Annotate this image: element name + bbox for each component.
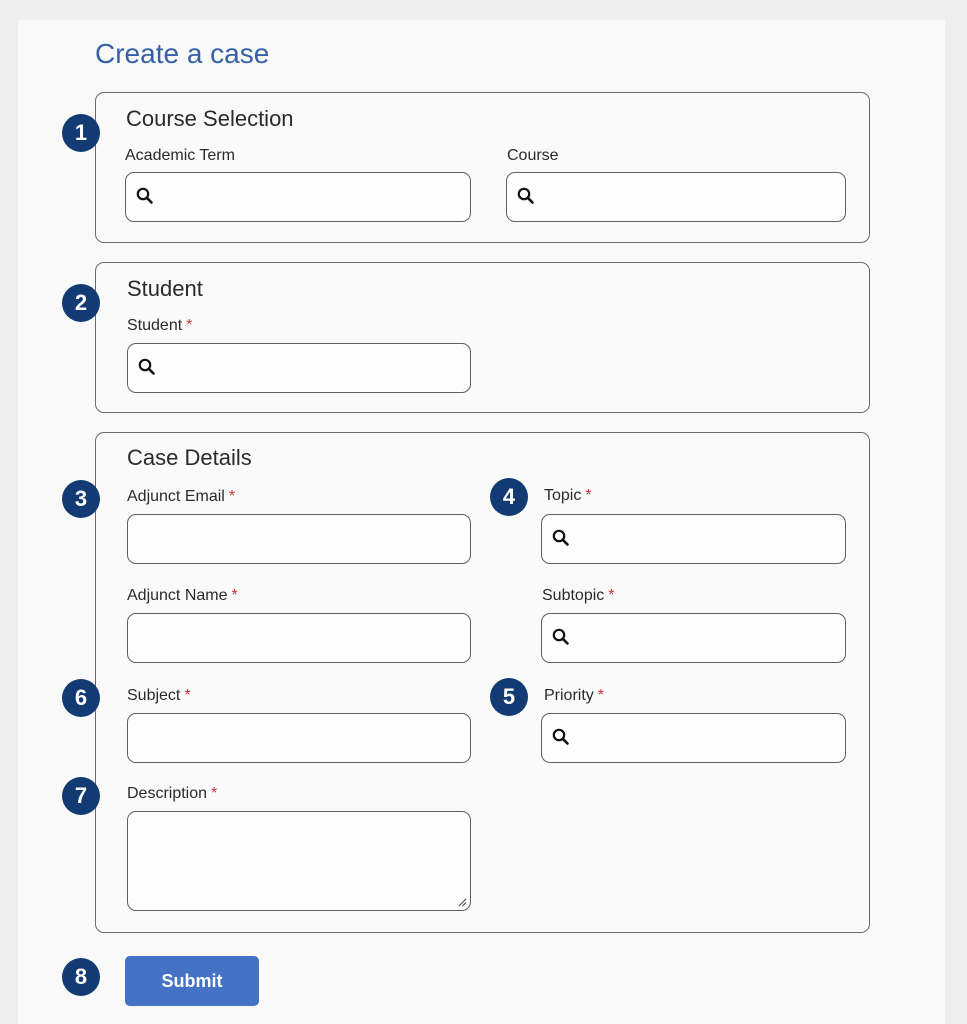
resize-handle-icon[interactable]: [457, 897, 467, 907]
adjunct-email-label: [127, 488, 235, 506]
search-icon: [551, 528, 571, 548]
student-section: [95, 262, 870, 413]
required-marker: *: [184, 687, 191, 704]
student-label: [127, 317, 192, 335]
step-badge-6: 6: [62, 679, 100, 717]
adjunct-email-label-text: Adjunct Email: [127, 488, 225, 505]
required-marker: *: [608, 587, 615, 604]
subtopic-input[interactable]: [541, 613, 846, 663]
adjunct-name-label-text: Adjunct Name: [127, 587, 228, 604]
course-label: Course: [507, 147, 559, 164]
section-title-course-selection: Course Selection: [126, 106, 294, 131]
step-badge-7: 7: [62, 777, 100, 815]
step-badge-3: 3: [62, 480, 100, 518]
required-marker: *: [585, 487, 592, 504]
step-badge-1: 1: [62, 114, 100, 152]
priority-input[interactable]: [541, 713, 846, 763]
topic-input[interactable]: [541, 514, 846, 564]
search-icon: [551, 627, 571, 647]
search-icon: [516, 186, 536, 206]
academic-term-label: Academic Term: [125, 147, 235, 164]
description-label: [127, 785, 217, 803]
subject-label: [127, 687, 191, 705]
adjunct-email-input[interactable]: [127, 514, 471, 564]
required-marker: *: [228, 488, 236, 505]
priority-label-text: Priority: [544, 687, 594, 704]
search-icon: [137, 357, 157, 377]
description-label-text: Description: [127, 785, 208, 802]
step-badge-8: 8: [62, 958, 100, 996]
subtopic-label: [542, 587, 615, 605]
subject-label-text: Subject: [127, 687, 181, 704]
search-icon: [551, 727, 571, 747]
step-badge-5: 5: [490, 678, 528, 716]
adjunct-name-input[interactable]: [127, 613, 471, 663]
page-title: Create a case: [95, 38, 270, 69]
description-textarea[interactable]: [127, 811, 471, 911]
course-input[interactable]: [506, 172, 846, 222]
course-selection-section: [95, 92, 870, 243]
required-marker: *: [186, 317, 193, 334]
required-marker: *: [231, 587, 238, 604]
search-icon: [135, 186, 155, 206]
student-input[interactable]: [127, 343, 471, 393]
required-marker: *: [211, 785, 218, 802]
section-title-case-details: Case Details: [127, 445, 252, 470]
section-title-student: Student: [127, 276, 203, 301]
required-marker: *: [597, 687, 605, 704]
step-badge-4: 4: [490, 478, 528, 516]
subtopic-label-text: Subtopic: [542, 587, 605, 604]
step-badge-2: 2: [62, 284, 100, 322]
priority-label: [544, 687, 604, 705]
subject-input[interactable]: [127, 713, 471, 763]
student-label-text: Student: [127, 317, 183, 334]
adjunct-name-label: [127, 587, 238, 605]
case-details-section: [95, 432, 870, 933]
academic-term-input[interactable]: [125, 172, 471, 222]
submit-button[interactable]: Submit: [125, 956, 259, 1006]
topic-label-text: Topic: [544, 487, 582, 504]
topic-label: [544, 487, 592, 505]
